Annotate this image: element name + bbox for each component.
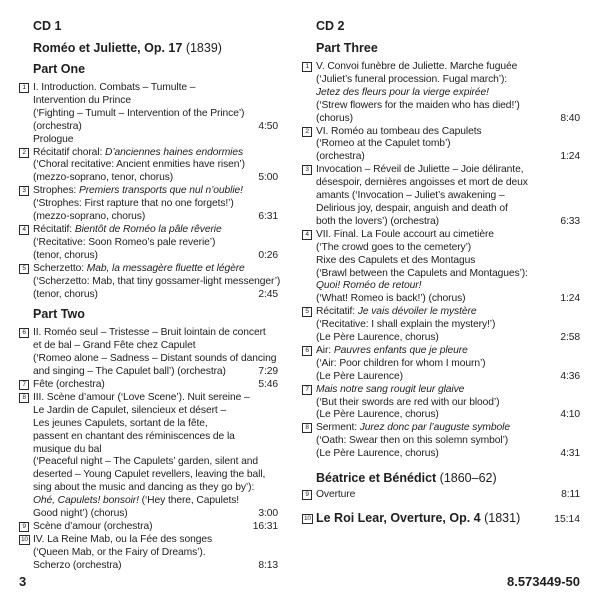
track-text-segment: (‘Air: Poor children for whom I mourn’) xyxy=(316,357,486,369)
track-line xyxy=(33,95,278,108)
track-text-segment: Scherzo (orchestra) xyxy=(33,559,122,571)
track-duration: 4:36 xyxy=(560,370,580,382)
track-line xyxy=(33,172,278,185)
track-text-segment: Serment: xyxy=(316,422,360,434)
track-text-segment: Fête (orchestra) xyxy=(33,379,105,391)
track-line-text xyxy=(33,327,266,340)
track-line-text xyxy=(316,435,508,448)
track-line xyxy=(33,392,278,405)
track-text-segment: Mab, la messagère fluette et légère xyxy=(86,262,245,274)
track-line xyxy=(316,306,580,319)
track-line-text xyxy=(33,534,212,547)
track-text-segment: Rixe des Capulets et des Montagus xyxy=(316,254,476,266)
track-number-box: 7 xyxy=(302,385,312,395)
work-title xyxy=(316,471,580,485)
track-line-text xyxy=(33,211,145,224)
cd-label: CD 1 xyxy=(33,19,62,33)
track-row xyxy=(19,327,278,379)
track-line xyxy=(33,121,278,134)
track-line xyxy=(316,255,580,268)
track-duration: 6:33 xyxy=(560,215,580,227)
track-line xyxy=(33,211,278,224)
track-line xyxy=(316,242,580,255)
part-heading: Part One xyxy=(33,62,86,76)
track-line-text xyxy=(316,280,421,293)
track-text-segment: (Le Père Laurence, chorus) xyxy=(316,409,439,421)
track-text-segment: Récitatif: xyxy=(33,223,75,235)
track-text-segment: Jurez donc par l’auguste symbole xyxy=(359,422,510,434)
track-text-segment: (‘Queen Mab, or the Fairy of Dreams’). xyxy=(33,546,206,558)
track-line-text xyxy=(316,319,495,332)
track-text-segment: I. Introduction. Combats – Tumulte – xyxy=(33,82,196,93)
track-line-text xyxy=(33,521,152,534)
track-line xyxy=(33,198,278,211)
track-text-segment: and singing – The Capulet ball’) (orchestra) xyxy=(33,366,226,378)
track-text-segment: (Le Père Laurence, chorus) xyxy=(316,332,439,344)
track-text-segment: (‘Recitative: I shall explain the mystery!’) xyxy=(316,319,496,331)
track-line-text xyxy=(33,237,215,250)
track-line-text xyxy=(316,151,365,164)
track-line-text xyxy=(33,250,98,263)
track-line xyxy=(33,418,278,431)
track-number-box: 4 xyxy=(302,230,312,240)
track-number-box: 5 xyxy=(302,307,312,317)
track-line-text xyxy=(316,229,494,242)
track-text-segment: V. Convoi funèbre de Juliette. Marche fuguée xyxy=(316,61,518,72)
track-duration: 6:31 xyxy=(258,211,278,223)
track-line xyxy=(33,560,278,573)
track-text-segment: Récitatif: xyxy=(316,306,358,318)
track-line-text xyxy=(316,293,465,306)
track-text-segment: Quoi! Roméo de retour! xyxy=(316,280,422,292)
track-text-segment: (‘Strew flowers for the maiden who has died!’) xyxy=(316,99,520,111)
track-line-text xyxy=(316,511,520,526)
track-line-text xyxy=(316,61,517,74)
track-text-segment: III. Scène d’amour (‘Love Scene’). Nuit sereine – xyxy=(33,391,250,403)
track-duration: 4:31 xyxy=(560,448,580,460)
track-line xyxy=(33,353,278,366)
track-line-text xyxy=(316,345,468,358)
track-row xyxy=(302,489,580,502)
track-line-text xyxy=(33,108,244,121)
track-line-text xyxy=(33,263,245,276)
track-text-segment: (‘Fighting – Tumult – Intervention of the Prince’) xyxy=(33,107,245,119)
work-title xyxy=(33,41,278,55)
track-text-segment: (‘What! Romeo is back!’) (chorus) xyxy=(316,293,466,305)
track-duration: 7:29 xyxy=(258,366,278,378)
track-text-segment: D’anciennes haines endormies xyxy=(105,146,244,158)
track-line xyxy=(316,190,580,203)
track-line xyxy=(316,435,580,448)
track-text-segment: Scène d’amour (orchestra) xyxy=(33,521,153,532)
track-line-text xyxy=(316,138,450,151)
track-number-box: 8 xyxy=(19,393,29,403)
track-number-box: 9 xyxy=(302,490,312,500)
track-line xyxy=(316,203,580,216)
track-line-text xyxy=(316,216,439,229)
track-line xyxy=(33,508,278,521)
track-number-box: 10 xyxy=(21,535,28,543)
track-line xyxy=(33,379,278,392)
track-line xyxy=(316,409,580,422)
track-text-segment: Premiers transports que nul n’oublie! xyxy=(78,185,243,197)
track-row xyxy=(19,185,278,224)
track-line-text xyxy=(33,121,82,134)
track-text-segment: Pauvres enfants que je pleure xyxy=(333,344,468,356)
track-text-segment: Ohé, Capulets! bonsoir! xyxy=(33,495,139,507)
track-text-segment: (1831) xyxy=(480,511,521,525)
track-line-text xyxy=(33,366,226,379)
track-text-segment: (orchestra) xyxy=(33,120,82,132)
track-line-text xyxy=(316,268,528,281)
track-line xyxy=(316,345,580,358)
track-duration: 8:11 xyxy=(561,489,580,501)
track-text-segment: (‘Choral recitative: Ancient enmities have risen’) xyxy=(33,159,245,171)
track-duration: 5:46 xyxy=(258,379,278,391)
track-line-text xyxy=(316,113,353,126)
track-text-segment: Les jeunes Capulets, sortant de la fête, xyxy=(33,417,208,429)
track-line xyxy=(316,358,580,371)
track-text-segment: (‘Scherzetto: Mab, that tiny gossamer-light messenger’) xyxy=(33,275,281,287)
track-duration: 3:00 xyxy=(258,508,278,520)
track-line xyxy=(33,547,278,560)
track-line xyxy=(316,74,580,87)
track-line xyxy=(33,456,278,469)
track-text-segment: (‘But their swords are red with our blood’) xyxy=(316,396,500,408)
track-row xyxy=(19,392,278,521)
track-line-text xyxy=(33,198,234,211)
track-duration: 1:24 xyxy=(560,293,580,305)
track-line xyxy=(33,366,278,379)
track-line xyxy=(33,534,278,547)
track-text-segment: Scherzetto: xyxy=(33,262,87,274)
track-line-text xyxy=(33,444,101,457)
track-text-segment: (Le Père Laurence) xyxy=(316,370,403,382)
track-line-text xyxy=(33,418,208,431)
track-duration: 8:13 xyxy=(258,559,278,571)
track-line xyxy=(33,405,278,418)
track-text-segment: Prologue xyxy=(33,133,74,145)
track-line-text xyxy=(33,172,173,185)
track-line xyxy=(316,61,580,74)
track-line xyxy=(316,422,580,435)
track-line xyxy=(33,159,278,172)
work-year: (1860–62) xyxy=(436,471,497,486)
track-line-text xyxy=(316,100,520,113)
track-line xyxy=(316,268,580,281)
track-row xyxy=(302,306,580,345)
track-number-box: 10 xyxy=(304,515,311,522)
track-line xyxy=(33,327,278,340)
track-row xyxy=(19,379,278,392)
track-text-segment: (orchestra) xyxy=(316,151,365,163)
track-line xyxy=(33,147,278,160)
track-number-box: 2 xyxy=(19,148,29,158)
track-text-segment: both the lovers’) (orchestra) xyxy=(316,215,440,227)
track-text-segment: (tenor, chorus) xyxy=(33,249,98,261)
track-line xyxy=(33,521,278,534)
track-text-segment: passent en chantant des réminiscences de la xyxy=(33,430,235,442)
track-line-text xyxy=(316,164,523,177)
track-line-text xyxy=(316,448,439,461)
track-text-segment: (‘Hey there, Capulets! xyxy=(138,495,240,507)
track-text-segment: Mais notre sang rougit leur glaive xyxy=(316,383,465,395)
track-line-text xyxy=(316,203,508,216)
track-line xyxy=(316,489,580,502)
track-line xyxy=(33,444,278,457)
track-text-segment: (‘Strophes: First rapture that no one forgets!’) xyxy=(33,198,234,210)
track-number-box: 4 xyxy=(19,225,29,235)
track-row xyxy=(19,82,278,147)
track-row xyxy=(19,521,278,534)
track-number-box: 7 xyxy=(19,380,29,390)
track-number-box: 2 xyxy=(302,127,312,137)
track-text-segment: désespoir, dernières angoisses et mort de deux xyxy=(316,177,528,189)
track-row xyxy=(19,262,281,302)
track-number-box: 5 xyxy=(19,264,29,274)
track-text-segment: Good night’) (chorus) xyxy=(33,508,128,520)
track-text-segment: (‘Romeo alone – Sadness – Distant sounds of dancing xyxy=(33,353,277,365)
track-line-text xyxy=(33,159,245,172)
track-text-segment: VI. Roméo au tombeau des Capulets xyxy=(316,125,482,137)
track-text-segment: Strophes: xyxy=(33,185,79,197)
track-line xyxy=(316,319,580,332)
track-text-segment: VII. Final. La Foule accourt au cimetière xyxy=(316,228,494,240)
track-duration: 0:26 xyxy=(258,249,278,261)
track-line xyxy=(33,263,278,276)
track-duration: 2:45 xyxy=(258,288,278,300)
track-duration: 4:50 xyxy=(258,120,278,132)
track-line xyxy=(33,185,278,198)
track-line-text xyxy=(316,489,355,502)
track-line-text xyxy=(33,82,195,95)
track-text-segment: musique du bal xyxy=(33,443,102,455)
track-number-box: 1 xyxy=(19,83,29,93)
track-line-text xyxy=(316,177,528,190)
track-line xyxy=(316,113,580,126)
track-line-text xyxy=(316,126,482,139)
track-line-text xyxy=(33,547,205,560)
part-heading: Part Three xyxy=(316,41,378,55)
track-text-segment: Le Jardin de Capulet, silencieux et désert – xyxy=(33,404,227,416)
page-number: 3 xyxy=(19,574,27,589)
track-line xyxy=(33,224,278,237)
track-text-segment: (mezzo-soprano, tenor, chorus) xyxy=(33,172,174,184)
track-line xyxy=(316,371,580,384)
track-text-segment: (mezzo-soprano, chorus) xyxy=(33,211,146,223)
track-line-text xyxy=(33,469,265,482)
track-duration: 8:40 xyxy=(560,112,580,124)
track-number-box: 3 xyxy=(19,186,29,196)
track-line-text xyxy=(316,190,505,203)
track-duration: 1:24 xyxy=(560,151,580,163)
track-text-segment: (‘The crowd goes to the cemetery’) xyxy=(316,241,472,253)
track-line-text xyxy=(316,306,476,319)
track-text-segment: II. Roméo seul – Tristesse – Bruit lointain de concert xyxy=(33,327,266,339)
track-text-segment: Récitatif choral: xyxy=(33,146,106,158)
track-line xyxy=(33,289,278,302)
track-number-box: 1 xyxy=(302,62,312,72)
track-text-segment: et de bal – Grand Fête chez Capulet xyxy=(33,340,196,352)
track-line xyxy=(33,237,278,250)
track-text-segment: Invocation – Réveil de Juliette – Joie délirante, xyxy=(316,164,524,176)
track-line xyxy=(316,216,580,229)
track-line xyxy=(316,151,580,164)
track-line xyxy=(316,293,580,306)
track-duration: 15:14 xyxy=(554,514,580,525)
track-row xyxy=(302,164,580,229)
cd2-column xyxy=(302,19,580,573)
track-line xyxy=(316,332,580,345)
track-row xyxy=(19,534,278,573)
work-title-text: Roméo et Juliette, Op. 17 xyxy=(33,41,183,55)
track-row xyxy=(302,126,580,165)
track-line-text xyxy=(33,379,105,392)
track-line-text xyxy=(316,409,439,422)
track-number-box: 3 xyxy=(302,165,312,175)
track-line-text xyxy=(33,147,243,160)
track-text-segment: Bientôt de Roméo la pâle rêverie xyxy=(74,223,222,235)
work-year: (1839) xyxy=(182,41,222,55)
track-text-segment: Overture xyxy=(316,489,356,501)
track-text-segment: Le Roi Lear, Overture, Op. 4 xyxy=(316,511,481,525)
track-number-box: 9 xyxy=(19,522,29,532)
work-title-text: Béatrice et Bénédict xyxy=(316,471,437,486)
track-line xyxy=(316,138,580,151)
track-line xyxy=(33,469,278,482)
track-line xyxy=(33,340,278,353)
track-line-text xyxy=(316,242,471,255)
track-text-segment: (‘Brawl between the Capulets and Montagues’): xyxy=(316,267,528,279)
track-line xyxy=(33,495,278,508)
track-line xyxy=(316,384,580,397)
track-line-text xyxy=(33,495,239,508)
track-text-segment: Air: xyxy=(316,344,334,356)
track-line-text xyxy=(33,392,250,405)
track-line-text xyxy=(316,371,403,384)
track-line xyxy=(316,87,580,100)
track-line-text xyxy=(33,185,243,198)
track-number-box: 8 xyxy=(302,423,312,433)
track-text-segment: Delirious joy, despair, anguish and death of xyxy=(316,202,508,214)
track-text-segment: (chorus) xyxy=(316,112,353,124)
track-text-segment: (‘Recitative: Soon Romeo’s pale reverie’) xyxy=(33,236,216,248)
track-text-segment: amants (‘Invocation – Juliet’s awakening – xyxy=(316,190,505,202)
track-text-segment: Intervention du Prince xyxy=(33,94,131,106)
track-line-text xyxy=(316,87,489,100)
track-line xyxy=(33,275,281,289)
part-heading: Part Two xyxy=(33,307,85,322)
track-line xyxy=(316,126,580,139)
track-text-segment: IV. La Reine Mab, ou la Fée des songes xyxy=(33,533,212,545)
track-line xyxy=(33,250,278,263)
track-text-segment: deserted – Young Capulet revellers, leaving the ball, xyxy=(33,469,266,481)
track-line-text xyxy=(316,332,439,345)
track-line-text xyxy=(33,560,122,573)
track-line-text xyxy=(33,289,98,302)
track-line-text xyxy=(316,422,510,435)
track-row xyxy=(19,147,278,186)
track-line xyxy=(33,108,278,121)
track-text-segment: Je vais dévoiler le mystère xyxy=(357,306,477,318)
track-line xyxy=(33,431,278,444)
track-row xyxy=(302,345,580,384)
track-line xyxy=(33,82,278,95)
track-text-segment: (‘Peaceful night – The Capulets’ garden, silent and xyxy=(33,456,259,468)
track-line xyxy=(316,511,580,527)
track-line-text xyxy=(33,353,276,366)
track-line xyxy=(316,177,580,190)
track-row xyxy=(302,229,580,306)
track-line xyxy=(316,397,580,410)
cd-label: CD 2 xyxy=(316,19,345,33)
track-text-segment: (‘Romeo at the Capulet tomb’) xyxy=(316,138,451,150)
track-duration: 16:31 xyxy=(252,521,278,532)
track-duration: 2:58 xyxy=(560,332,580,344)
track-number-box: 6 xyxy=(19,328,29,338)
track-row xyxy=(302,422,580,461)
track-line-text xyxy=(33,340,196,353)
track-row xyxy=(19,224,278,263)
track-text-segment: (‘Oath: Swear then on this solemn symbol’) xyxy=(316,435,509,447)
track-number-box: 6 xyxy=(302,346,312,356)
track-row xyxy=(302,384,580,423)
track-text-segment: (tenor, chorus) xyxy=(33,288,98,300)
track-row xyxy=(302,61,580,126)
track-text-segment: (Le Père Laurence, chorus) xyxy=(316,448,439,460)
track-line-text xyxy=(316,74,507,87)
track-line-text xyxy=(316,255,475,268)
track-line-text xyxy=(33,134,73,147)
track-row xyxy=(302,511,580,527)
track-duration: 4:10 xyxy=(560,409,580,421)
track-line xyxy=(316,448,580,461)
track-line xyxy=(33,482,278,495)
track-line xyxy=(316,164,580,177)
track-line-text xyxy=(33,508,128,521)
track-line-text xyxy=(33,95,131,108)
page-footer xyxy=(19,574,580,589)
track-text-segment: (‘Juliet’s funeral procession. Fugal march’): xyxy=(316,73,508,85)
track-line-text xyxy=(33,224,222,237)
track-line xyxy=(33,134,278,147)
track-line-text xyxy=(33,456,258,469)
track-line-text xyxy=(33,431,235,444)
track-line-text xyxy=(316,397,499,410)
track-text-segment: sing about the music and dancing as they go by’): xyxy=(33,482,255,494)
track-line-text xyxy=(316,384,464,397)
track-line-text xyxy=(316,358,485,371)
track-line-text xyxy=(33,276,280,289)
track-text-segment: Jetez des fleurs pour la vierge expirée! xyxy=(316,86,489,98)
track-line-text xyxy=(33,482,254,495)
cd1-column xyxy=(19,19,281,573)
track-line-text xyxy=(33,405,226,418)
catalog-number: 8.573449-50 xyxy=(506,574,580,589)
track-line xyxy=(316,280,580,293)
track-duration: 5:00 xyxy=(258,172,278,184)
track-line xyxy=(316,100,580,113)
track-line xyxy=(316,229,580,242)
